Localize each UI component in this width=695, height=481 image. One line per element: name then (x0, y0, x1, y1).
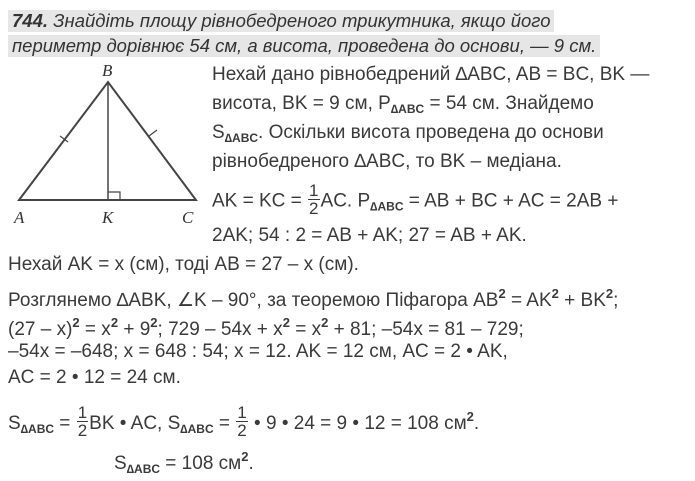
fraction-half (77, 404, 88, 439)
solution-line-3 (212, 121, 604, 150)
subscript: ∆ABC (180, 422, 214, 436)
subscript: ∆ABC (126, 462, 161, 476)
superscript: 2 (466, 409, 474, 424)
text: BK • AC, S (89, 413, 181, 434)
label-a: A (14, 208, 25, 227)
solution-line-11 (8, 366, 181, 390)
subscript: ∆ABC (20, 422, 55, 436)
text: Нехай дано рівнобедрений ∆ABC, AB = BC, BK — (212, 64, 650, 85)
denominator: 2 (77, 421, 88, 441)
denominator: 2 (237, 421, 247, 441)
text: AK = KC = (212, 190, 308, 212)
superscript: 2 (241, 449, 249, 464)
superscript: 2 (282, 315, 290, 330)
text: S (114, 453, 127, 474)
superscript: 2 (321, 315, 329, 330)
fraction-half (308, 182, 319, 217)
solution-line-7 (8, 253, 359, 277)
text: . (473, 413, 480, 434)
solution-line-8 (8, 282, 618, 313)
solution-line-1 (212, 63, 649, 87)
text: S (8, 413, 21, 434)
superscript: 2 (551, 286, 559, 301)
text: = (213, 413, 236, 434)
text: AC. P (320, 190, 371, 212)
solution-line-4 (212, 150, 562, 174)
problem-text-1: Знайдіть площу рівнобедреного трикутника, якщо його (53, 10, 551, 31)
text: + BK (558, 290, 606, 311)
text: = 108 см (160, 453, 242, 474)
superscript: 2 (110, 315, 119, 330)
denominator: 2 (309, 199, 319, 218)
label-k: K (102, 208, 114, 227)
superscript: 2 (605, 286, 614, 301)
text: + 81; –54x = 81 – 729; (328, 319, 524, 340)
fraction-half (236, 404, 247, 439)
text: S (212, 122, 225, 143)
text: . (248, 453, 254, 474)
problem-text-2: периметр дорівнює 54 см, а висота, проведена до основи, — 9 см. (12, 35, 597, 56)
text: . Оскільки висота проведена до основи (258, 122, 604, 143)
superscript: 2 (150, 315, 158, 330)
text: = x (79, 319, 111, 340)
text: (27 – x) (8, 319, 73, 340)
text: = x (289, 319, 322, 340)
numerator: 1 (309, 181, 319, 200)
text: рівнобедреного ∆ABC, то BK – медіана. (212, 151, 562, 172)
right-angle-mark (108, 192, 120, 200)
subscript: ∆ABC (370, 199, 404, 214)
solution-line-12 (8, 405, 479, 441)
superscript: 2 (72, 315, 80, 330)
text: Розглянемо ∆ABK, ∠K – 90°, за теоремою Піфагора AB (8, 290, 499, 311)
text: ; 729 – 54x + x (157, 319, 283, 340)
text: –54x = –648; x = 648 : 54; x = 12. AK = 12 см, AC = 2 • AK, (8, 341, 508, 362)
text: = (54, 413, 76, 434)
solution-line-2 (212, 92, 594, 121)
text: • 9 • 24 = 9 • 12 = 108 см (248, 413, 467, 434)
label-b: B (102, 61, 113, 80)
subscript: ∆ABC (390, 102, 425, 116)
solution-line-6 (212, 224, 527, 248)
solution-line-10 (8, 340, 508, 364)
text: висота, BK = 9 см, P (212, 93, 391, 114)
text: = 54 см. Знайдемо (424, 93, 594, 114)
text: = AB + BC + AC = 2AB + (403, 190, 619, 212)
solution-line-5 (212, 181, 619, 219)
text: Нехай AK = x (см), тоді AB = 27 – x (см). (8, 254, 359, 275)
superscript: 2 (498, 286, 506, 301)
problem-number: 744. (12, 10, 49, 31)
subscript: ∆ABC (224, 131, 259, 145)
text: = AK (505, 290, 552, 311)
text: + 9 (118, 319, 151, 340)
solution-line-9 (8, 311, 524, 342)
text: AC = 2 • 12 = 24 см. (8, 367, 181, 388)
text: 2AK; 54 : 2 = AB + AK; 27 = AB + AK. (212, 225, 527, 246)
tick-mark-bc (149, 130, 157, 136)
label-c: C (182, 208, 194, 227)
numerator: 1 (237, 403, 247, 423)
text: ; (613, 290, 619, 311)
solution-line-13 (114, 445, 254, 481)
numerator: 1 (77, 403, 88, 423)
